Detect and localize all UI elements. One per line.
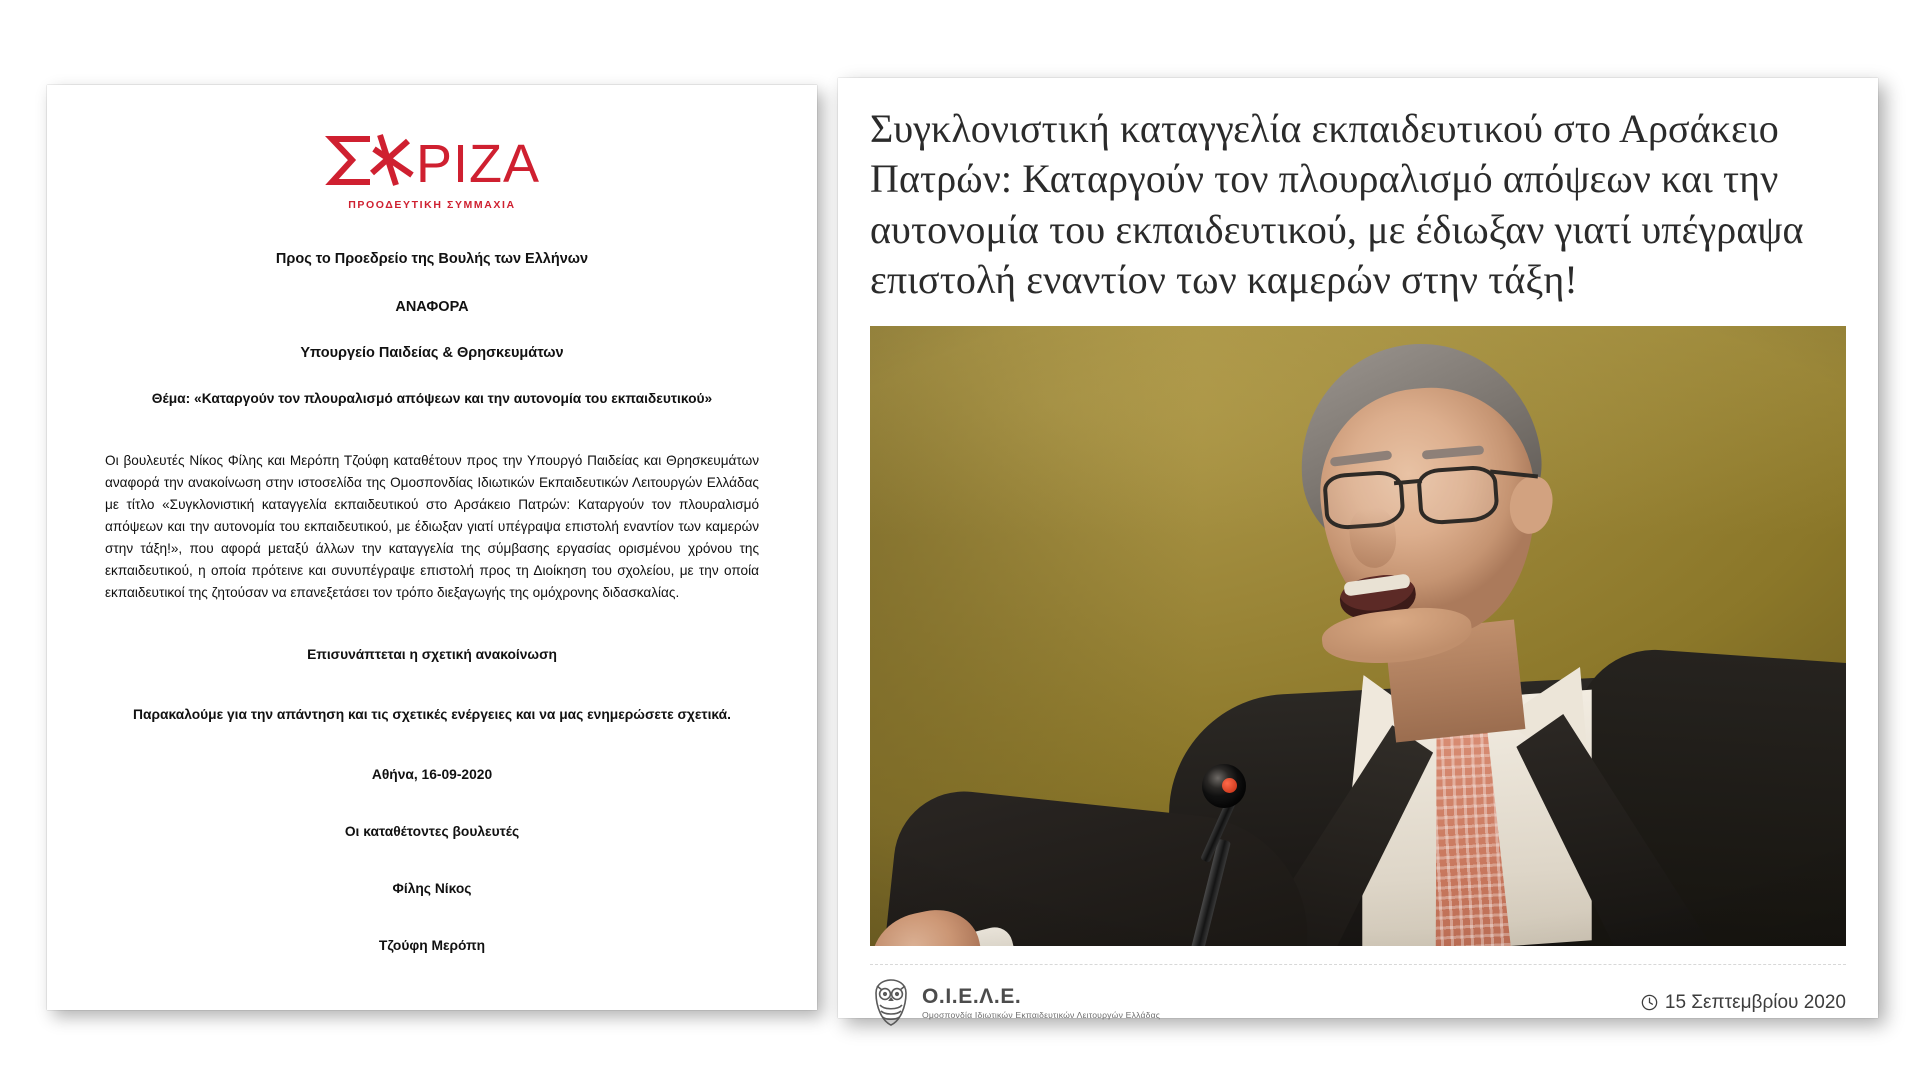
oiele-full-name: Ομοσπονδία Ιδιωτικών Εκπαιδευτικών Λειτουργών Ελλάδας: [922, 1009, 1161, 1020]
document-subject: Θέμα: «Καταργούν τον πλουραλισμό απόψεων και την αυτονομία του εκπαιδευτικού»: [151, 391, 713, 406]
publication-date: 15 Σεπτεμβρίου 2020: [1664, 991, 1846, 1013]
owl-icon: [870, 977, 912, 1029]
svg-text:ΡΙΖΑ: ΡΙΖΑ: [416, 134, 541, 191]
document-request-line: Παρακαλούμε για την απάντηση και τις σχετικές ενέργειες και να μας ενημερώσετε σχετικά.: [133, 707, 731, 723]
syriza-document-page: [47, 85, 817, 1010]
clock-icon: [1641, 994, 1658, 1011]
document-body: Οι βουλευτές Νίκος Φίλης και Μερόπη Τζούφη καταθέτουν προς την Υπουργό Παιδείας και Θρησκευμάτων αναφορά την ανακοίνωση στην ιστοσελίδα της Ομοσπονδίας Ιδιωτικών Εκπαιδευτικών Λειτουργών Ελλάδας με τίτλο «Συγκλονιστική καταγγελία εκπαιδευτικού στο Αρσάκειο Πατρών: Καταργούν τον πλουραλισμό απόψεων και την αυτονομία του εκπαιδευτικού, με έδιωξαν γιατί υπέγραψα επιστολή εναντίον των καμερών στην τάξη!», που αφορά μεταξύ άλλων την καταγγελία της σύμβασης εργασίας ορισμένου χρόνου της εκπαιδευτικού, η οποία πρότεινε και συνυπέγραψε επιστολή προς τη Διοίκηση του σχολείου, με την οποία εκπαιδευτικοί της ζητούσαν να επανεξετάσει τον τρόπο διεξαγωγής της ομόχρονης διδασκαλίας.: [105, 453, 759, 601]
document-signer-1: Φίλης Νίκος: [392, 881, 472, 897]
speaker-photograph: [870, 326, 1846, 946]
syriza-logo-wrap: [105, 111, 759, 217]
photo-eyeglass-right: [1416, 464, 1500, 525]
article-footer: [870, 965, 1846, 1029]
oiele-abbreviation: Ο.Ι.Ε.Λ.Ε.: [922, 984, 1022, 1008]
document-place-date: Αθήνα, 16-09-2020: [371, 767, 493, 783]
document-signer-2: Τζούφη Μερόπη: [378, 938, 486, 954]
document-attachment-note: Επισυνάπτεται η σχετική ανακοίνωση: [307, 647, 557, 663]
article-headline: Συγκλονιστική καταγγελία εκπαιδευτικού στο Αρσάκειο Πατρών: Καταργούν τον πλουραλισμό απόψεων και την αυτονομία του εκπαιδευτικού, με έδιωξαν γιατί υπέγραψα επιστολή εναντίον των καμερών στην τάξη!: [870, 106, 1804, 303]
document-signers-label: Οι καταθέτοντες βουλευτές: [344, 824, 520, 840]
document-type: ΑΝΑΦΟΡΑ: [395, 299, 469, 315]
photo-microphone-indicator: [1222, 778, 1237, 793]
syriza-logo-icon: [312, 129, 552, 191]
oiele-branding: [870, 977, 1160, 1029]
article-card: [838, 78, 1878, 1018]
publication-date-block: [1641, 992, 1846, 1014]
syriza-logo-subtitle: ΠΡΟΟΔΕΥΤΙΚΗ ΣΥΜΜΑΧΙΑ: [348, 199, 516, 211]
document-ministry: Υπουργείο Παιδείας & Θρησκευμάτων: [300, 345, 564, 361]
document-addressee: Προς το Προεδρείο της Βουλής των Ελλήνων: [275, 251, 589, 267]
